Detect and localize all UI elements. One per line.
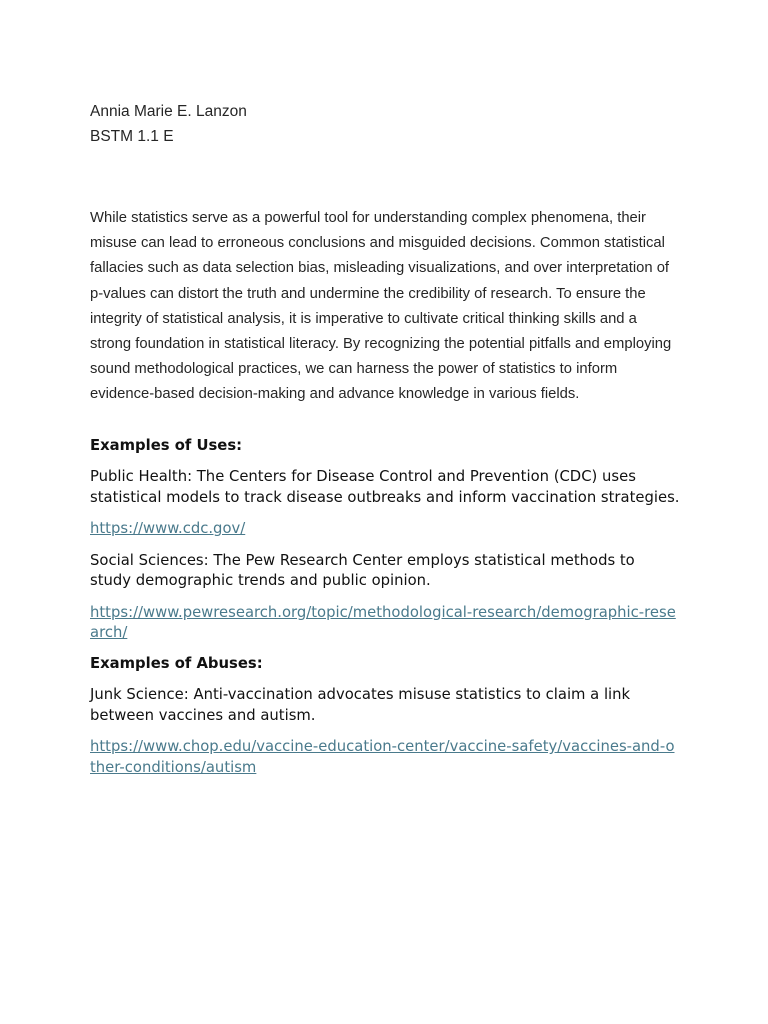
document-page xyxy=(90,99,680,778)
uses-heading: Examples of Uses: xyxy=(90,436,243,454)
author-name: Annia Marie E. Lanzon xyxy=(90,103,247,120)
abuse-item-junk-science: Junk Science: Anti-vaccination advocates misuse statistics to claim a link between vaccines and autism. xyxy=(90,686,631,724)
author-section: BSTM 1.1 E xyxy=(90,128,174,145)
cdc-link[interactable]: https://www.cdc.gov/ xyxy=(90,520,246,538)
chop-link[interactable]: https://www.chop.edu/vaccine-education-center/vaccine-safety/vaccines-and-other-conditions/autism xyxy=(90,738,675,776)
abuses-heading: Examples of Abuses: xyxy=(90,654,263,672)
pew-research-link[interactable]: https://www.pewresearch.org/topic/methodological-research/demographic-research/ xyxy=(90,603,676,642)
use-item-social-sciences: Social Sciences: The Pew Research Center employs statistical methods to study demographic trends and public opinion. xyxy=(90,551,635,590)
intro-paragraph: While statistics serve as a powerful tool for understanding complex phenomena, their misuse can lead to erroneous conclusions and misguided decisions. Common statistical fallacies such as data selection bias, misleading visualizations, and over interpretation of p-values can distort the truth and undermine the credibility of research. To ensure the integrity of statistical analysis, it is imperative to cultivate critical thinking skills and a strong foundation in statistical literacy. By recognizing the potential pitfalls and employing sound methodological practices, we can harness the power of statistics to inform evidence-based decision-making and advance knowledge in various fields. xyxy=(90,210,672,403)
use-item-public-health: Public Health: The Centers for Disease Control and Prevention (CDC) uses statistical models to track disease outbreaks and inform vaccination strategies. xyxy=(90,468,680,506)
